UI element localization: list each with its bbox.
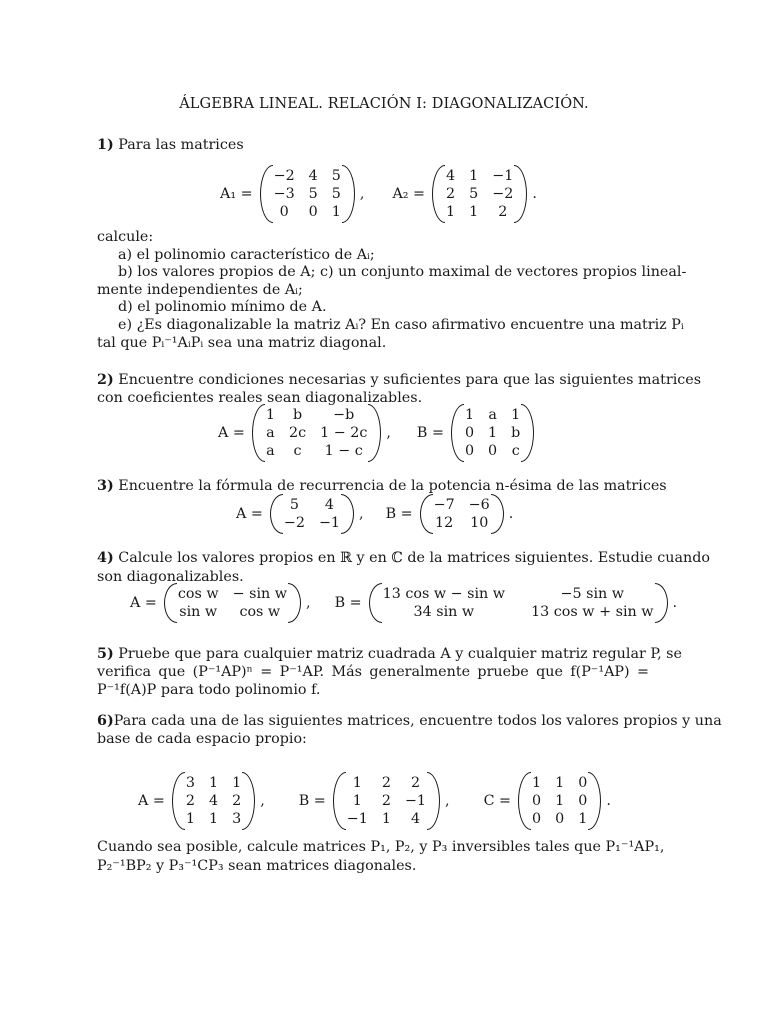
matrix-entry: 2 [381, 793, 391, 809]
matrix-entry: 0 [578, 793, 588, 809]
right-paren [247, 772, 256, 830]
matrix-c [517, 772, 602, 830]
problem-4-matrices [130, 583, 681, 623]
matrix-b [419, 494, 505, 534]
period: . [532, 186, 537, 202]
matrix-entry: 1 [352, 793, 362, 809]
problem-6-line2: base de cada espacio propio: [97, 731, 307, 747]
left-paren [431, 165, 440, 223]
matrix-entry: 12 [435, 515, 454, 531]
matrix-entry: 0 [578, 775, 588, 791]
matrix-b-label: B = [416, 425, 444, 441]
matrix-a2 [431, 165, 528, 223]
matrix-entry: 13 cos w + sin w [531, 604, 654, 620]
problem-3-number: 3) [97, 478, 114, 494]
matrix-entry: 1 − c [324, 443, 363, 459]
matrix-b-label: B = [385, 506, 413, 522]
problem-1-item-e-line2: tal que Pᵢ⁻¹AᵢPᵢ sea una matriz diagonal. [97, 335, 387, 351]
problem-5-line2: verifica que (P⁻¹AP)ⁿ = P⁻¹AP. Más generalmente pruebe que f(P⁻¹AP) = [97, 664, 649, 680]
comma: , [445, 793, 450, 809]
matrix-entry: −3 [273, 186, 295, 202]
problem-5-line3: P⁻¹f(A)P para todo polinomio f. [97, 682, 321, 698]
matrix-a-grid [180, 772, 247, 830]
matrix-entry: cos w [177, 586, 219, 602]
problem-1-item-e-line1: e) ¿Es diagonalizable la matriz Aᵢ? En caso afirmativo encuentre una matriz Pᵢ [118, 317, 684, 333]
matrix-entry: 1 [185, 811, 195, 827]
matrix-b-label: B = [334, 595, 362, 611]
matrix-entry: 4 [324, 497, 335, 513]
right-paren [519, 165, 528, 223]
matrix-entry: 4 [410, 811, 421, 827]
matrix-entry: 34 sin w [413, 604, 475, 620]
period: . [508, 506, 514, 522]
matrix-a2-grid [440, 165, 519, 223]
problem-1-item-d: d) el polinomio mínimo de A. [118, 299, 327, 315]
matrix-a [269, 494, 355, 534]
matrix-entry: 1 − 2c [320, 425, 368, 441]
matrix-a [251, 404, 383, 462]
matrix-entry: 0 [488, 443, 498, 459]
matrix-entry: 1 [578, 811, 588, 827]
right-paren [660, 583, 669, 623]
matrix-entry: 0 [279, 204, 289, 220]
matrix-a-grid [260, 404, 374, 462]
problem-4-line2: son diagonalizables. [97, 569, 244, 585]
matrix-entry: 0 [555, 811, 565, 827]
right-paren [432, 772, 441, 830]
matrix-entry: 1 [469, 204, 479, 220]
problem-5-line1 [97, 646, 682, 663]
left-paren [368, 583, 377, 623]
left-paren [251, 404, 260, 462]
problem-2-line2: con coeficientes reales sean diagonalizables. [97, 390, 423, 406]
problem-3-line1 [97, 478, 667, 495]
matrix-entry: 0 [464, 425, 475, 441]
problem-1-intro [97, 137, 649, 154]
matrix-entry: 2 [232, 793, 242, 809]
matrix-entry: 1 [532, 775, 542, 791]
matrix-entry: 2c [288, 425, 307, 441]
matrix-entry: − sin w [232, 586, 288, 602]
right-paren [293, 583, 302, 623]
matrix-b [450, 404, 535, 462]
matrix-entry: 1 [208, 775, 219, 791]
problem-6-number: 6) [97, 713, 114, 729]
matrix-entry: a [266, 425, 275, 441]
comma: , [260, 793, 265, 809]
problem-1-item-b-line2: mente independientes de Aᵢ; [97, 282, 303, 298]
problem-6-line1 [97, 713, 722, 730]
matrix-c-grid [526, 772, 593, 830]
problem-2-line1 [97, 372, 702, 389]
matrix-entry: 1 [446, 204, 456, 220]
matrix-a-label: A = [236, 506, 263, 522]
matrix-entry: b [511, 425, 521, 441]
matrix-entry: 4 [446, 168, 456, 184]
problem-6-closing-line2: P₂⁻¹BP₂ y P₃⁻¹CP₃ sean matrices diagonales. [97, 858, 417, 874]
page-title: ÁLGEBRA LINEAL. RELACIÓN I: DIAGONALIZACIÓN. [179, 96, 589, 112]
matrix-entry: 1 [208, 811, 219, 827]
problem-1-number: 1) [97, 137, 114, 153]
matrix-entry: 1 [511, 407, 521, 423]
problem-4-line1 [97, 550, 711, 567]
matrix-b [332, 772, 441, 830]
problem-6-closing-line1: Cuando sea posible, calcule matrices P₁, P₂, y P₃ inversibles tales que P₁⁻¹AP₁, [97, 839, 665, 855]
matrix-entry: 3 [185, 775, 195, 791]
problem-1-item-a: a) el polinomio característico de Aᵢ; [118, 247, 375, 263]
problem-6-matrices [138, 772, 615, 830]
problem-4-number: 4) [97, 550, 114, 566]
matrix-b-grid [428, 494, 496, 534]
matrix-a1-grid [268, 165, 347, 223]
matrix-c-label: C = [483, 793, 512, 809]
matrix-entry: 5 [331, 168, 341, 184]
matrix-entry: 1 [469, 168, 479, 184]
matrix-entry: 3 [232, 811, 242, 827]
matrix-entry: −7 [433, 497, 455, 513]
left-paren [171, 772, 180, 830]
matrix-entry: 2 [410, 775, 421, 791]
matrix-entry: 10 [470, 515, 489, 531]
matrix-entry: 2 [498, 204, 508, 220]
matrix-entry: 1 [232, 775, 242, 791]
matrix-entry: a [266, 443, 275, 459]
left-paren [517, 772, 526, 830]
left-paren [419, 494, 428, 534]
comma: , [386, 425, 391, 441]
problem-4-text: Calcule los valores propios en ℝ y en ℂ de la matrices siguientes. Estudie cuando [118, 550, 711, 566]
right-paren [526, 404, 535, 462]
period: . [672, 595, 678, 611]
matrix-entry: 2 [446, 186, 456, 202]
matrix-entry: 1 [488, 425, 498, 441]
left-paren [450, 404, 459, 462]
matrix-entry: cos w [239, 604, 281, 620]
problem-6-text: Para cada una de las siguientes matrices, encuentre todos los valores propios y una [113, 713, 722, 729]
matrix-entry: c [293, 443, 302, 459]
left-paren [259, 165, 268, 223]
matrix-entry: 1 [555, 775, 565, 791]
right-paren [593, 772, 602, 830]
matrix-a-label: A = [138, 793, 165, 809]
matrix-entry: −2 [273, 168, 295, 184]
matrix-entry: b [292, 407, 303, 423]
problem-1-calcule: calcule: [97, 229, 154, 245]
problem-2-text: Encuentre condiciones necesarias y suficientes para que las siguientes matrices [118, 372, 702, 388]
matrix-entry: 4 [308, 168, 318, 184]
left-paren [163, 583, 172, 623]
problem-5-number: 5) [97, 646, 114, 662]
matrix-a-label: A = [130, 595, 157, 611]
matrix-entry: −5 sin w [560, 586, 625, 602]
comma: , [359, 186, 365, 202]
matrix-entry: 5 [469, 186, 479, 202]
matrix-entry: 0 [308, 204, 318, 220]
matrix-a-grid [278, 494, 346, 534]
matrix-b-grid [377, 583, 660, 623]
matrix-entry: 0 [532, 811, 542, 827]
problem-2-matrices [218, 404, 535, 462]
matrix-a1-label: A₁ = [220, 186, 253, 202]
matrix-entry: −2 [492, 186, 514, 202]
matrix-b-grid [459, 404, 526, 462]
matrix-entry: −1 [404, 793, 427, 809]
matrix-b-label: B = [298, 793, 326, 809]
right-paren [347, 165, 356, 223]
right-paren [346, 494, 355, 534]
right-paren [373, 404, 382, 462]
matrix-entry: −1 [318, 515, 341, 531]
left-paren [332, 772, 341, 830]
problem-2-number: 2) [97, 372, 114, 388]
matrix-entry: 1 [265, 407, 275, 423]
matrix-entry: 4 [208, 793, 219, 809]
comma: , [306, 595, 311, 611]
problem-3-text: Encuentre la fórmula de recurrencia de la potencia n-ésima de las matrices [118, 478, 667, 494]
comma: , [359, 506, 364, 522]
right-paren [496, 494, 505, 534]
period: . [606, 793, 611, 809]
matrix-entry: 0 [532, 793, 542, 809]
matrix-entry: −1 [492, 168, 514, 184]
matrix-entry: sin w [179, 604, 218, 620]
matrix-entry: 1 [352, 775, 362, 791]
matrix-entry: 5 [308, 186, 318, 202]
problem-1-item-b-line1: b) los valores propios de A; c) un conjunto maximal de vectores propios lineal- [118, 264, 687, 280]
matrix-entry: 1 [464, 407, 475, 423]
matrix-entry: c [511, 443, 520, 459]
matrix-entry: −1 [346, 811, 368, 827]
matrix-entry: 2 [381, 775, 391, 791]
matrix-entry: 1 [555, 793, 565, 809]
matrix-b [368, 583, 669, 623]
problem-5-text: Pruebe que para cualquier matriz cuadrada A y cualquier matriz regular P, se [118, 646, 682, 662]
left-paren [269, 494, 278, 534]
matrix-entry: a [488, 407, 497, 423]
matrix-a [171, 772, 256, 830]
problem-1-intro-text: Para las matrices [118, 137, 244, 153]
matrix-a-label: A = [218, 425, 245, 441]
matrix-entry: 13 cos w − sin w [382, 586, 506, 602]
matrix-b-grid [341, 772, 432, 830]
matrix-entry: 2 [185, 793, 195, 809]
matrix-entry: 1 [381, 811, 391, 827]
matrix-entry: −2 [283, 515, 305, 531]
matrix-a-grid [172, 583, 293, 623]
matrix-a [163, 583, 302, 623]
problem-3-matrices [236, 494, 517, 534]
matrix-a1 [259, 165, 356, 223]
matrix-entry: 5 [289, 497, 299, 513]
matrix-entry: 1 [331, 204, 341, 220]
matrix-a2-label: A₂ = [392, 186, 426, 202]
matrix-entry: 0 [464, 443, 475, 459]
problem-1-matrices [220, 165, 541, 223]
matrix-entry: −6 [468, 497, 490, 513]
matrix-entry: 5 [331, 186, 341, 202]
matrix-entry: −b [333, 407, 355, 423]
